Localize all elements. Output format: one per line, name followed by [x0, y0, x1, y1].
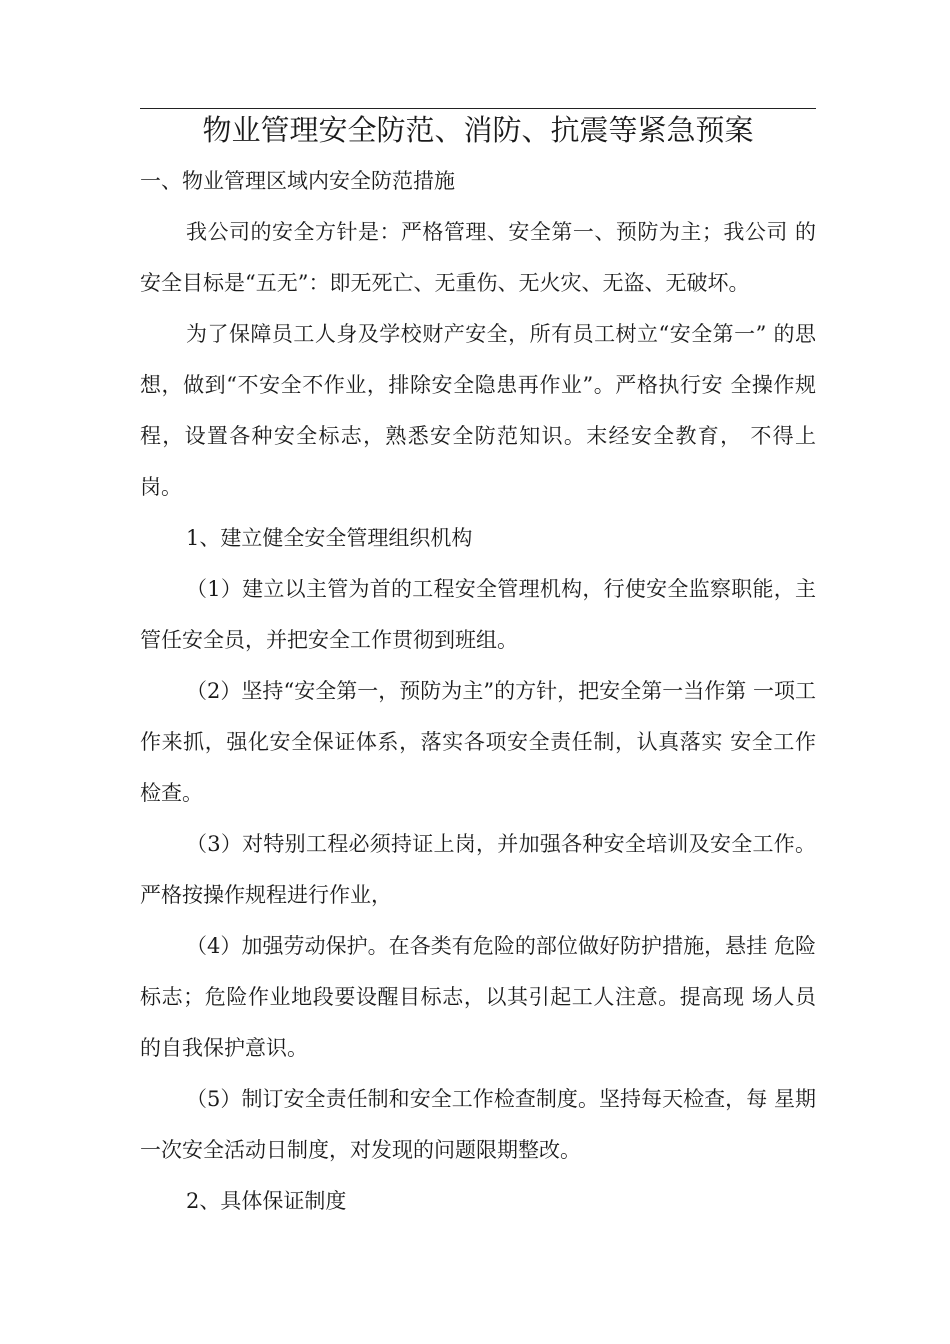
list-item-5: （5）制订安全责任制和安全工作检查制度。坚持每天检查，每 星期一次安全活动日制度，对发现的问题限期整改。 — [140, 1087, 816, 1162]
subsection-heading-organization: 1、建立健全安全管理组织机构 — [186, 526, 473, 550]
list-item-4: （4）加强劳动保护。在各类有危险的部位做好防护措施，悬挂 危险标志；危险作业地段要设醒目标志，以其引起工人注意。提高现 场人员的自我保护意识。 — [140, 934, 816, 1060]
document-body — [140, 156, 816, 1227]
header-rule — [140, 108, 816, 109]
section-heading: 一、物业管理区域内安全防范措施 — [140, 169, 455, 193]
paragraph-safety-awareness: 为了保障员工人身及学校财产安全，所有员工树立“安全第一” 的思想，做到“不安全不作业，排除安全隐患再作业”。严格执行安 全操作规程，设置各种安全标志，熟悉安全防范知识。末经安全教育， 不得上岗。 — [140, 322, 816, 499]
list-item-2: （2）坚持“安全第一，预防为主”的方针，把安全第一当作第 一项工作来抓，强化安全保证体系，落实各项安全责任制，认真落实 安全工作检查。 — [140, 679, 816, 805]
list-item-3: （3）对特别工程必须持证上岗，并加强各种安全培训及安全工作。严格按操作规程进行作业， — [140, 832, 816, 907]
document-title: 物业管理安全防范、消防、抗震等紧急预案 — [202, 113, 754, 147]
subsection-heading-guarantee: 2、具体保证制度 — [186, 1189, 347, 1213]
list-item-1: （1）建立以主管为首的工程安全管理机构，行使安全监察职能，主管任安全员，并把安全工作贯彻到班组。 — [140, 577, 816, 652]
paragraph-safety-policy: 我公司的安全方针是：严格管理、安全第一、预防为主；我公司 的安全目标是“五无”：即无死亡、无重伤、无火灾、无盗、无破坏。 — [140, 220, 816, 295]
